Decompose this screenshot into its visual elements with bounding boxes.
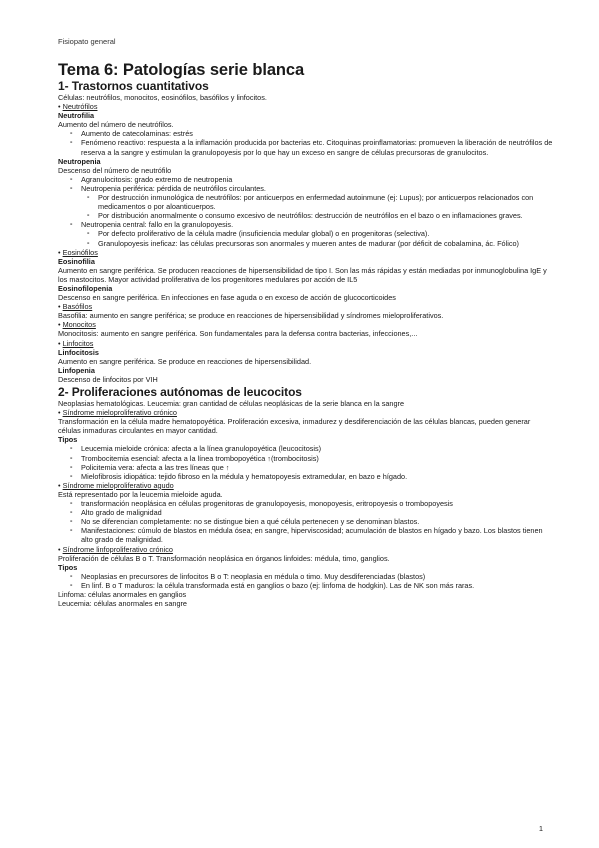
list-item: - Neoplasias en precursores de linfocitos B o T: neoplasia en médula o timo. Muy desdiferenciadas (blastos) (68, 572, 554, 581)
paragraph: Descenso de linfocitos por VIH (58, 374, 158, 384)
dash-list (58, 129, 554, 156)
dash-list (58, 175, 554, 248)
section-heading-2: 2- Proliferaciones autónomas de leucocitos (58, 385, 302, 399)
paragraph-leucemia: Leucemia: células anormales en sangre (58, 599, 187, 609)
cells-list: Células: neutrófilos, monocitos, eosinófilos, basófilos y linfocitos. (58, 93, 267, 102)
document-body (58, 62, 554, 608)
dash-list (58, 572, 554, 590)
list-item: - Manifestaciones: cúmulo de blastos en médula ósea; en sangre, hiperviscosidad; acumulación de blastos en hígado y bazo. Los blastos tienen alto grado de malignidad. (68, 526, 554, 544)
bullet-eosinofilos: • Eosinófilos (58, 247, 98, 257)
bullet-monocitos: • Monocitos (58, 320, 96, 330)
bullet-label: Síndrome mieloproliferativo crónico (62, 408, 177, 418)
paragraph: Neoplasias hematológicas. Leucemia: gran cantidad de células neoplásicas de la serie blanca en la sangre (58, 399, 405, 408)
list-item: - Mielofibrosis idiopática: tejido fibroso en la médula y hematopoyesis extramedular, en bazo e hígado. (68, 472, 554, 481)
page-number: 1 (538, 824, 543, 833)
bullet-label: Eosinófilos (62, 247, 98, 257)
subheading-eosinofilopenia: Eosinofilopenia (58, 283, 113, 293)
bullet-mieloproliferativo-cronico: • Síndrome mieloproliferativo crónico (58, 408, 177, 418)
bullet-label: Monocitos (62, 320, 96, 330)
subheading-tipos: Tipos (58, 562, 78, 572)
page-title: Tema 6: Patologías serie blanca (58, 61, 305, 79)
list-item (68, 184, 554, 220)
list-item: - Aumento de catecolaminas: estrés (68, 129, 554, 138)
bullet-label: Síndrome mieloproliferativo agudo (62, 480, 174, 490)
bullet-mieloproliferativo-agudo: • Síndrome mieloproliferativo agudo (58, 480, 174, 490)
bullet-linfoproliferativo-cronico: • Síndrome linfoproliferativo crónico (58, 544, 173, 554)
paragraph: Descenso del número de neutrófilo (58, 165, 172, 175)
paragraph: Está representado por la leucemia mieloide aguda. (58, 489, 223, 499)
paragraph: Descenso en sangre periférica. En infecciones en fase aguda o en exceso de acción de glucocorticoides (58, 293, 396, 303)
list-item (68, 220, 554, 247)
section-heading-1: 1- Trastornos cuantitativos (58, 79, 209, 93)
bullet-label: Linfocitos (62, 338, 94, 348)
paragraph: Monocitosis: aumento en sangre periférica. Son fundamentales para la defensa contra bacterias, infecciones,... (58, 329, 418, 339)
list-item: - Fenómeno reactivo: respuesta a la inflamación producida por bacterias etc. Citoquinas proinflamatorias: promueven la liberación de neutrófilos de reserva a la sangre y estimulan la granulopoyesis por lo que hay un exceso en sangre de células precursoras de granulocitos. (68, 138, 554, 156)
list-item: - Leucemia mieloide crónica: afecta a la línea granulopoyética (leucocitosis) (68, 444, 554, 453)
list-item: - transformación neoplásica en células progenitoras de granulopoyesis, monopoyesis, eritropoyesis o trombopoyesis (68, 499, 554, 508)
subheading-linfopenia: Linfopenia (58, 365, 95, 375)
nested-dash-list (81, 193, 554, 220)
page-header: Fisiopato general (58, 37, 116, 46)
list-item: - Agranulocitosis: grado extremo de neutropenia (68, 175, 554, 184)
bullet-basofilos: • Basófilos (58, 302, 93, 312)
bullet-neutrofilos: • Neutrófilos (58, 102, 98, 112)
paragraph: Aumento en sangre periférica. Se produce en reacciones de hipersensibilidad. (58, 356, 312, 366)
list-item: - Alto grado de malignidad (68, 508, 554, 517)
paragraph: Transformación en la célula madre hematopoyética. Proliferación excesiva, inmadurez y desdiferenciación de las células blancas, pueden generar células inmaduras circulantes en mayor cantidad. (58, 417, 531, 436)
paragraph: Proliferación de células B o T. Transformación neoplásica en órganos linfoides: médula, timo, ganglios. (58, 553, 390, 563)
list-item: - Por defecto proliferativo de la célula madre (insuficiencia medular global) o en progenitoras (selectiva). (85, 229, 554, 238)
subheading-eosinofilia: Eosinofilia (58, 256, 95, 266)
list-item: - Granulopoyesis ineficaz: las células precursoras son anormales y mueren antes de madurar (por déficit de cobalamina, ác. Fólico) (85, 239, 554, 248)
paragraph: Aumento en sangre periférica. Se producen reacciones de hipersensibilidad de tipo I. Son las más rápidas y están mediadas por inmunoglobulina IgE y los mastocitos. Mayor actividad proliferativa de los progenitores medulares por acción de IL5 (58, 265, 547, 284)
bullet-label: Síndrome linfoproliferativo crónico (62, 544, 173, 554)
paragraph: Aumento del número de neutrófilos. (58, 120, 174, 130)
dash-list (58, 499, 554, 544)
list-item-text: Neutropenia central: fallo en la granulopoyesis. (81, 220, 234, 230)
dash-list (58, 444, 554, 480)
subheading-linfocitosis: Linfocitosis (58, 347, 99, 357)
list-item: - Policitemia vera: afecta a las tres líneas que ↑ (68, 463, 554, 472)
paragraph: Basofilia: aumento en sangre periférica; se produce en reacciones de hipersensibilidad y síndromes mieloproliferativos. (58, 311, 444, 321)
bullet-label: Basófilos (62, 302, 93, 312)
list-item: - No se diferencian completamente: no se distingue bien a qué célula pertenecen y se denominan blastos. (68, 517, 554, 526)
subheading-neutropenia: Neutropenia (58, 156, 101, 166)
list-item: - Trombocitemia esencial: afecta a la línea trombopoyética ↑(trombocitosis) (68, 454, 554, 463)
nested-dash-list (81, 229, 554, 247)
paragraph-linfoma: Linfoma: células anormales en ganglios (58, 589, 187, 599)
list-item-text: Neutropenia periférica: pérdida de neutrófilos circulantes. (81, 183, 266, 193)
list-item: - Por distribución anormalmente o consumo excesivo de neutrófilos: destrucción de neutrófilos en el bazo o en inflamaciones graves. (85, 211, 554, 220)
list-item: - Por destrucción inmunológica de neutrófilos: por anticuerpos en enfermedad autoinmune (ej: Lupus); por anticuerpos relacionados con medicamentos o por aloanticuerpos. (85, 193, 554, 211)
list-item: - En linf. B o T maduros: la célula transformada está en ganglios o bazo (ej: linfoma de hodgkin). Las de NK son más raras. (68, 581, 554, 590)
subheading-neutrofilia: Neutrofilia (58, 111, 95, 121)
bullet-label: Neutrófilos (62, 102, 98, 112)
subheading-tipos: Tipos (58, 435, 78, 445)
bullet-linfocitos: • Linfocitos (58, 338, 94, 348)
